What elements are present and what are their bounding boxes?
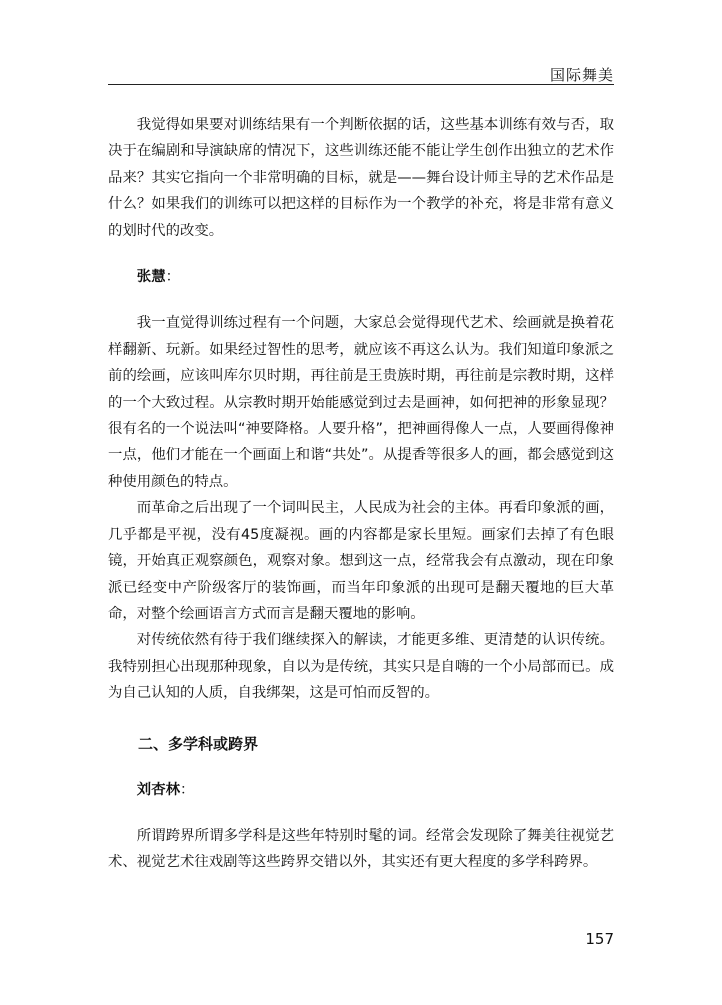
body-paragraph: 而革命之后出现了一个词叫民主，人民成为社会的主体。再看印象派的画，几乎都是平视，没有45度凝视。画的内容都是家长里短。画家们去掉了有色眼镜，开始真正观察颜色，观察对象。想到这一点，经常我会有点激动，现在印象派已经变中产阶级客厅的装饰画，而当年印象派的出现可是翻天覆地的巨大革命，对整个绘画语言方式而言是翻天覆地的影响。 bbox=[108, 500, 614, 622]
body-paragraph: 我觉得如果要对训练结果有一个判断依据的话，这些基本训练有效与否，取决于在编剧和导演缺席的情况下，这些训练还能不能让学生创作出独立的艺术作品来？其实它指向一个非常明确的目标，就是——舞台设计师主导的艺术作品是什么？如果我们的训练可以把这样的目标作为一个教学的补充，将是非常有意义的划时代的改变。 bbox=[108, 117, 614, 239]
spacer bbox=[108, 757, 614, 777]
header-title: 国际舞美 bbox=[549, 66, 614, 84]
page-content bbox=[108, 112, 614, 876]
spacer bbox=[108, 707, 614, 731]
body-paragraph: 所谓跨界所谓多学科是这些年特别时髦的词。经常会发现除了舞美往视觉艺术、视觉艺术往戏剧等这些跨界交错以外，其实还有更大程度的多学科跨界。 bbox=[108, 827, 614, 871]
speaker-name: 刘杏林 bbox=[136, 781, 180, 798]
speaker-line bbox=[108, 777, 614, 803]
section-title: 二、多学科或跨界 bbox=[138, 734, 259, 753]
page-number: 157 bbox=[585, 930, 614, 948]
body-paragraph: 我一直觉得训练过程有一个问题，大家总会觉得现代艺术、绘画就是换着花样翻新、玩新。如果经过智性的思考，就应该不再这么认为。我们知道印象派之前的绘画，应该叫库尔贝时期，再往前是王贵族时期，再往前是宗教时期，这样的一个大致过程。从宗教时期开始能感觉到过去是画神，如何把神的形象显现？很有名的一个说法叫“神要降格。人要升格”，把神画得像人一点，人要画得像神一点，他们才能在一个画面上和谐“共处”。从提香等很多人的画，都会感觉到这种使用颜色的特点。 bbox=[108, 315, 614, 490]
spacer bbox=[108, 803, 614, 823]
spacer bbox=[108, 244, 614, 264]
speaker-name: 张慧 bbox=[136, 269, 166, 286]
body-paragraph: 对传统依然有待于我们继续探入的解读，才能更多维、更清楚的认识传统。我特别担心出现那种现象，自以为是传统，其实只是自嗨的一个小局部而已。成为自己认知的人质，自我绑架，这是可怕而反智的。 bbox=[108, 632, 614, 702]
speaker-line bbox=[108, 264, 614, 290]
speaker-colon: ： bbox=[165, 269, 180, 286]
spacer bbox=[108, 290, 614, 310]
speaker-colon: ： bbox=[179, 781, 195, 798]
header-rule bbox=[108, 84, 614, 85]
